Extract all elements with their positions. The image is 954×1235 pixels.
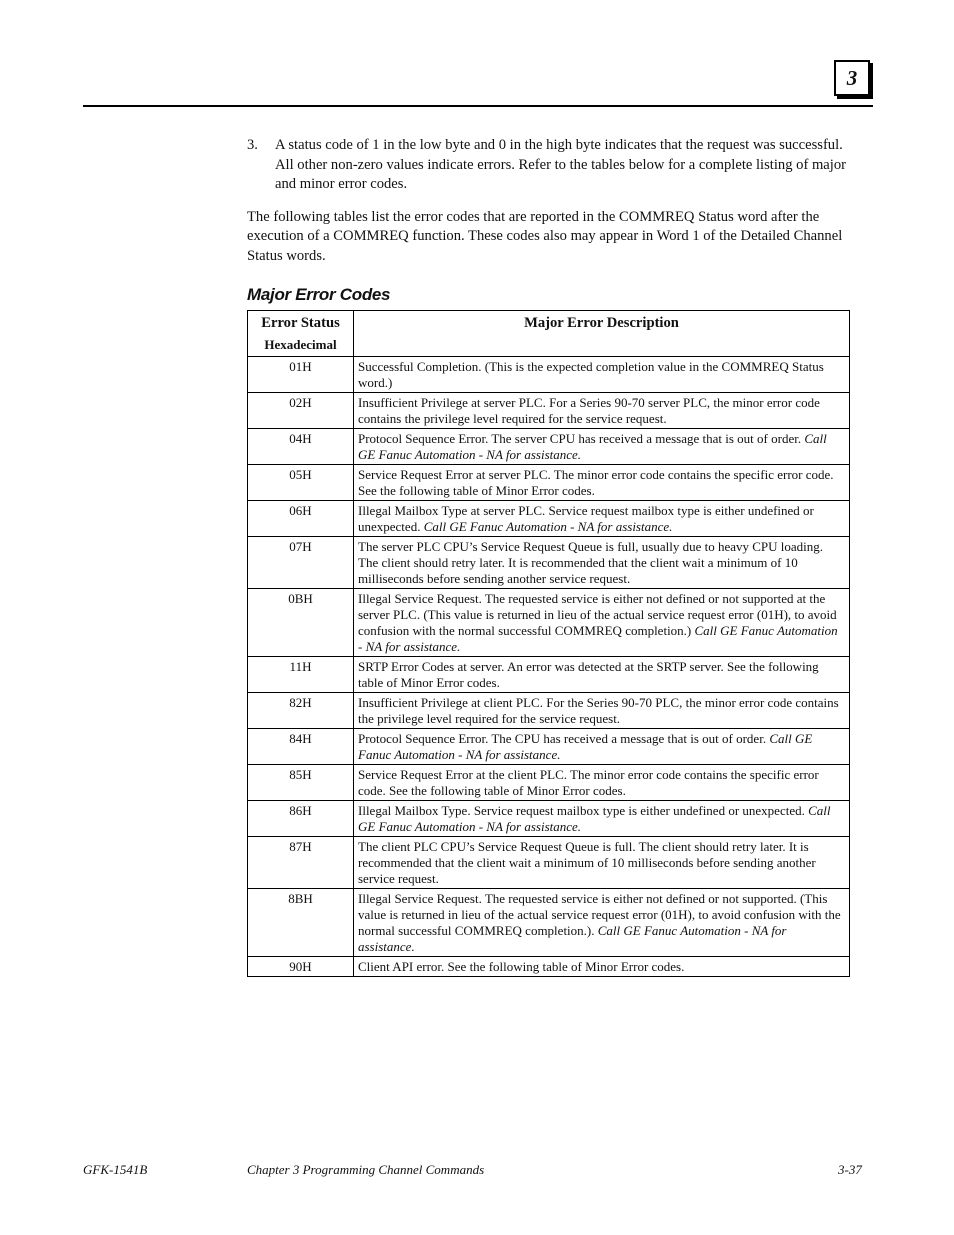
description-text: Insufficient Privilege at server PLC. For a Series 90-70 server PLC, the minor error code contains the privilege level required for the service request. [358, 395, 820, 427]
error-code-cell: 01H [248, 357, 354, 393]
table-header-row [248, 311, 850, 357]
section-heading: Major Error Codes [247, 284, 391, 304]
error-code-cell: 8BH [248, 889, 354, 957]
table-row [248, 765, 850, 801]
major-error-table [247, 310, 850, 977]
description-text: Service Request Error at the client PLC. The minor error code contains the specific error code. See the following table of Minor Error codes. [358, 767, 819, 799]
table-row [248, 957, 850, 977]
error-description-cell [354, 589, 850, 657]
page-content [247, 136, 861, 977]
error-description-cell [354, 957, 850, 977]
error-code-cell: 11H [248, 657, 354, 693]
description-text: Insufficient Privilege at client PLC. For the Series 90-70 PLC, the minor error code contains the privilege level required for the service request. [358, 695, 839, 727]
chapter-number-box: 3 [834, 60, 870, 96]
error-code-cell: 07H [248, 537, 354, 589]
description-text: Protocol Sequence Error. The CPU has received a message that is out of order. [358, 731, 767, 747]
error-description-cell [354, 429, 850, 465]
error-code-cell: 04H [248, 429, 354, 465]
description-text: Illegal Service Request. The requested service is either not defined or not supported at the server PLC. (This value is returned in lieu of the actual service request error (01H), to avoid confusion with the normal successful COMMREQ completion.) [358, 591, 837, 639]
description-text: The server PLC CPU’s Service Request Queue is full, usually due to heavy CPU loading. The client should retry later. It is recommended that the client wait a minimum of 10 milliseconds before sending another service request. [358, 539, 824, 587]
table-row [248, 429, 850, 465]
error-description-cell [354, 837, 850, 889]
intro-paragraph: The following tables list the error codes that are reported in the COMMREQ Status word after the execution of a COMMREQ function. These codes also may appear in Word 1 of the Detailed Channel Status words. [247, 208, 843, 264]
error-code-cell: 86H [248, 801, 354, 837]
assistance-note: Call GE Fanuc Automation - NA for assistance. [358, 623, 838, 655]
table-row [248, 537, 850, 589]
description-text: Successful Completion. (This is the expected completion value in the COMMREQ Status word.) [358, 359, 824, 391]
header-rule [83, 105, 873, 107]
description-text: Protocol Sequence Error. The server CPU has received a message that is out of order. [358, 431, 802, 447]
hexadecimal-label: Hexadecimal [264, 337, 337, 353]
table-row [248, 657, 850, 693]
table-row [248, 729, 850, 765]
table-row [248, 837, 850, 889]
assistance-note: Call GE Fanuc Automation - NA for assistance. [358, 803, 831, 835]
description-text: The client PLC CPU’s Service Request Queue is full. The client should retry later. It is recommended that the client wait a minimum of 10 milliseconds before sending another service request. [358, 839, 816, 887]
table-row [248, 465, 850, 501]
error-code-cell: 87H [248, 837, 354, 889]
table-row [248, 501, 850, 537]
description-text: SRTP Error Codes at server. An error was detected at the SRTP server. See the following table of Minor Error codes. [358, 659, 819, 691]
error-description-cell [354, 501, 850, 537]
error-description-cell [354, 889, 850, 957]
table-row [248, 393, 850, 429]
error-description-cell [354, 765, 850, 801]
error-description-cell [354, 801, 850, 837]
table-row [248, 589, 850, 657]
item-number: 3. [247, 137, 258, 153]
error-code-cell: 85H [248, 765, 354, 801]
description-header: Major Error Description [354, 311, 850, 357]
error-code-cell: 90H [248, 957, 354, 977]
error-description-cell [354, 357, 850, 393]
assistance-note: Call GE Fanuc Automation - NA for assistance. [358, 923, 787, 955]
error-code-cell: 0BH [248, 589, 354, 657]
description-text: Illegal Service Request. The requested service is either not defined or not supported. (This value is returned in lieu of the actual service request error (01H), to avoid confusion with the normal successful COMMREQ completion.). [358, 891, 841, 939]
error-code-cell: 05H [248, 465, 354, 501]
description-text: Service Request Error at server PLC. The minor error code contains the specific error code. See the following table of Minor Error codes. [358, 467, 834, 499]
footer-chapter-title: Chapter 3 Programming Channel Commands [247, 1162, 485, 1177]
error-code-cell: 06H [248, 501, 354, 537]
description-text: Client API error. See the following table of Minor Error codes. [358, 959, 685, 975]
error-description-cell [354, 537, 850, 589]
assistance-note: Call GE Fanuc Automation - NA for assistance. [358, 731, 813, 763]
assistance-note: Call GE Fanuc Automation - NA for assistance. [358, 431, 827, 463]
error-description-cell [354, 465, 850, 501]
description-text: Illegal Mailbox Type at server PLC. Service request mailbox type is either undefined or unexpected. [358, 503, 814, 535]
table-row [248, 357, 850, 393]
error-description-cell [354, 657, 850, 693]
error-code-cell: 02H [248, 393, 354, 429]
error-description-cell [354, 693, 850, 729]
item-text: A status code of 1 in the low byte and 0 in the high byte indicates that the request was successful. All other non-zero values indicate errors. Refer to the tables below for a complete listing of major and minor error codes. [275, 137, 846, 193]
error-description-cell [354, 393, 850, 429]
footer-doc-id: GFK-1541B [83, 1162, 148, 1177]
error-code-cell: 82H [248, 693, 354, 729]
table-row [248, 801, 850, 837]
error-status-header [248, 311, 354, 357]
footer-page-number: 3-37 [838, 1162, 862, 1177]
numbered-item [247, 136, 861, 195]
description-text: Illegal Mailbox Type. Service request mailbox type is either undefined or unexpected. [358, 803, 805, 819]
error-status-label: Error Status [261, 315, 340, 332]
error-code-cell: 84H [248, 729, 354, 765]
table-row [248, 889, 850, 957]
assistance-note: Call GE Fanuc Automation - NA for assistance. [423, 519, 673, 535]
table-row [248, 693, 850, 729]
error-description-cell [354, 729, 850, 765]
